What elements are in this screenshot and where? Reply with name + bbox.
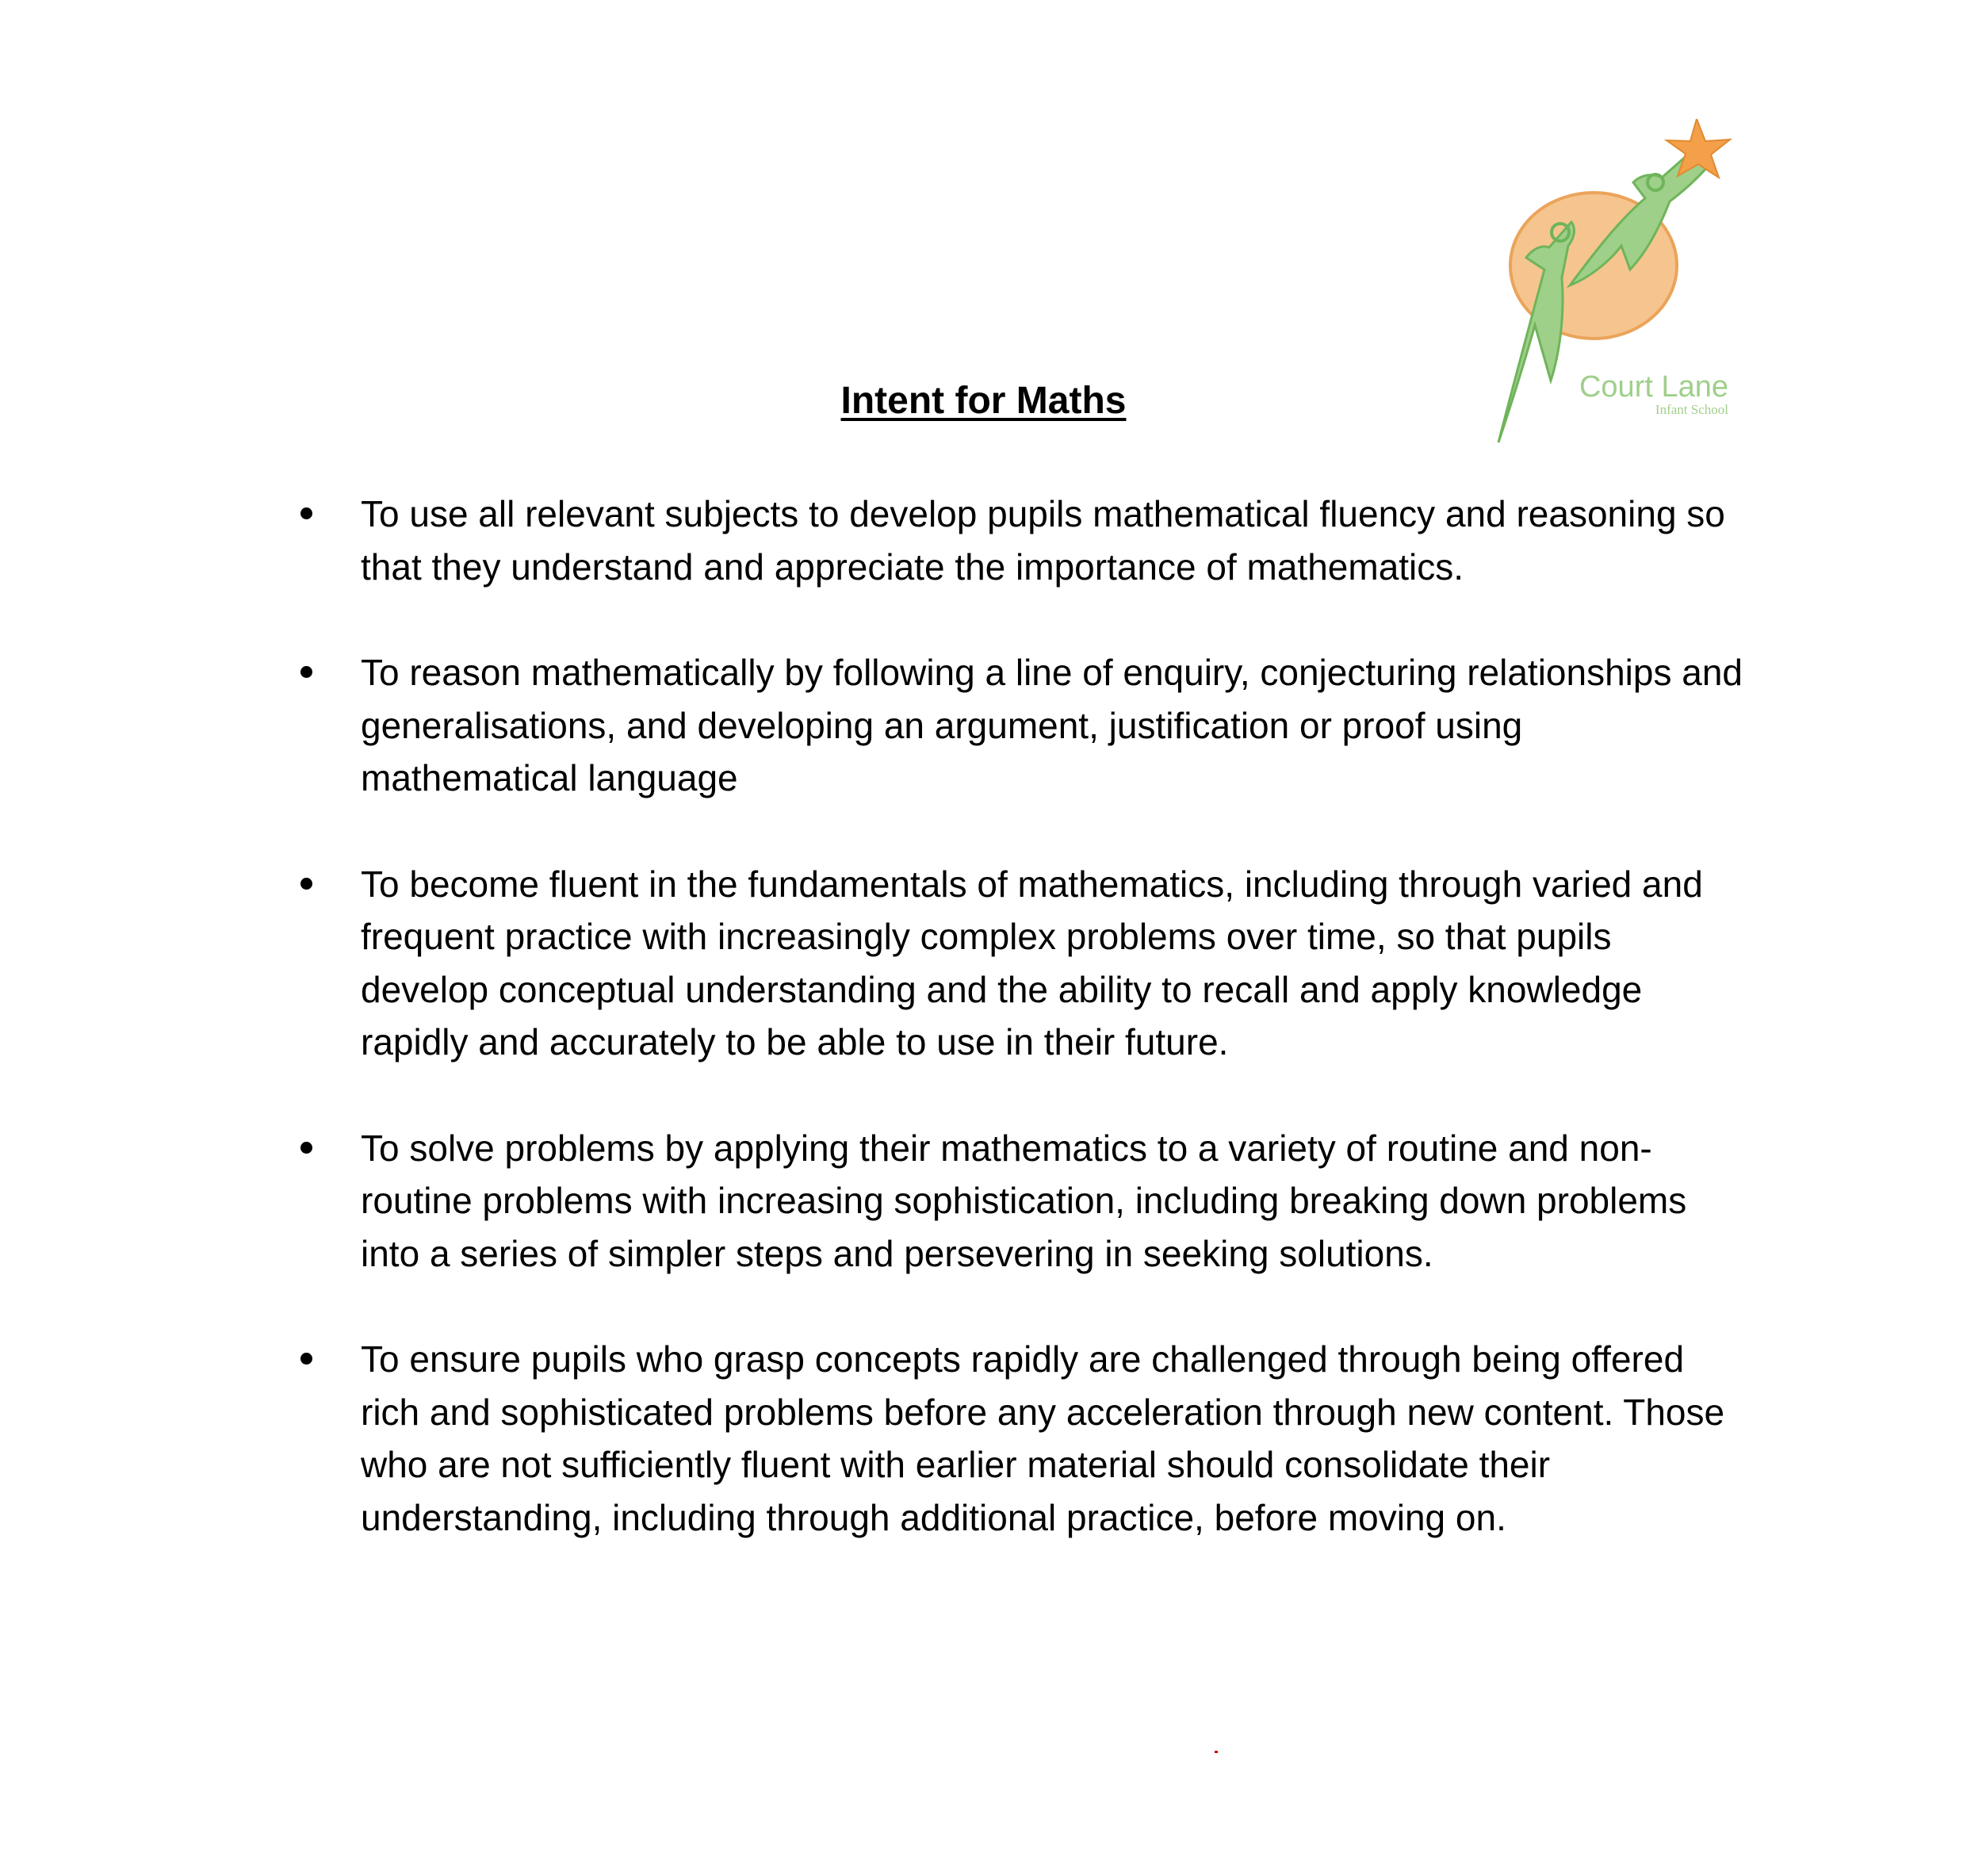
list-item (297, 1122, 1748, 1281)
logo-name: Court Lane (1579, 370, 1728, 404)
page-title: Intent for Maths (840, 380, 1127, 422)
list-item (297, 488, 1748, 593)
bullet-icon (300, 1353, 312, 1365)
logo-subtitle: Infant School (1655, 402, 1728, 417)
list-item (297, 858, 1748, 1069)
red-dot-mark (1215, 1751, 1218, 1753)
bullet-icon (300, 878, 312, 890)
intent-list (297, 488, 1748, 1597)
list-item (297, 646, 1748, 805)
bullet-icon (300, 507, 312, 519)
list-item-text: To solve problems by applying their mathematics to a variety of routine and non-routine problems with increasing sophistication, including breaking down problems into a series of simpler steps and persevering in seeking solutions. (361, 1127, 1687, 1274)
bullet-icon (300, 1142, 312, 1154)
list-item-text: To ensure pupils who grasp concepts rapidly are challenged through being offered rich and sophisticated problems before any acceleration through new content. Those who are not sufficiently fluent with earlier material should consolidate their understanding, including through additional practice, before moving on. (361, 1338, 1725, 1538)
list-item-text: To reason mathematically by following a line of enquiry, conjecturing relationships and generalisations, and developing an argument, justification or proof using mathematical language (361, 652, 1743, 798)
bullet-icon (300, 666, 312, 678)
list-item (297, 1333, 1748, 1544)
list-item-text: To become fluent in the fundamentals of mathematics, including through varied and frequent practice with increasingly complex problems over time, so that pupils develop conceptual understanding and the ability to recall and apply knowledge rapidly and accurately to be able to use in their future. (361, 863, 1703, 1062)
list-item-text: To use all relevant subjects to develop pupils mathematical fluency and reasoning so that they understand and appreciate the importance of mathematics. (361, 493, 1725, 588)
